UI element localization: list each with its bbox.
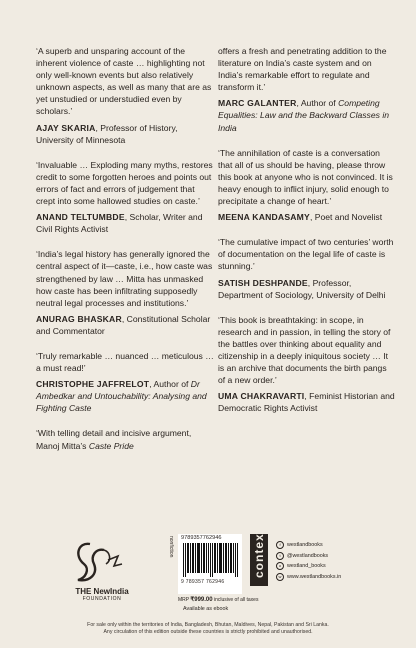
blurb	[218, 45, 396, 134]
blurb-quote-start: ‘With telling detail and incisive argument, Manoj Mitta’s	[36, 428, 192, 451]
blurb-attribution	[218, 211, 396, 223]
price-label: MRP	[178, 597, 190, 603]
social-link[interactable]	[276, 540, 341, 551]
publisher-mark: context	[252, 528, 266, 578]
blurb-quote: ‘India’s legal history has generally ignored the central aspect of it—caste, i.e., how caste was strengthened by law … Mitta has unmasked how caste has been infiltrating supposedly neutral legal processes and institutions.’	[36, 249, 213, 308]
barcode	[178, 534, 242, 594]
price-value: ₹999.00	[190, 597, 213, 603]
territorial-sale-notice	[0, 622, 416, 636]
blurb-credentials: , Constitutional Scholar and Commentator	[36, 313, 211, 336]
blurb	[218, 314, 396, 415]
blurb-quote: ‘The annihilation of caste is a conversation that all of us should be having, please throw this book at anyone who is not convinced. It is heavy enough to inflict injury, solid enough to precipitate a change of heart.’	[218, 147, 393, 207]
isbn-top: 9789357762946	[181, 535, 222, 541]
logo-wordmark: THE NewIndia	[75, 587, 129, 596]
blurb	[218, 147, 396, 224]
blurb-attribution	[36, 378, 214, 414]
right-blurb-column	[218, 45, 396, 427]
blurb-credentials: , Poet and Novelist	[309, 212, 383, 223]
blurb-book-title: Dr Ambedkar and Untouchability: Analysing and Fighting Caste	[36, 379, 207, 414]
social-handle: westlandbooks	[287, 542, 323, 548]
blurb	[36, 350, 214, 414]
blurb	[36, 427, 214, 451]
blurb-attribution	[36, 211, 214, 235]
blurb	[36, 159, 214, 236]
left-blurb-column	[36, 45, 214, 456]
blurb-attribution	[36, 122, 214, 146]
blurb-author: AJAY SKARIA	[36, 122, 96, 133]
blurb-attribution	[218, 97, 396, 133]
blurb-author: UMA CHAKRAVARTI	[218, 391, 305, 402]
blurb-book-title: Caste Pride	[88, 440, 134, 451]
instagram-icon: o	[276, 562, 284, 570]
blurb-quote: ‘The cumulative impact of two centuries’ worth of documentation on the legal life of caste is stunning.’	[218, 237, 394, 272]
blurb-credentials: , Professor of History, University of Minnesota	[36, 122, 178, 145]
price-suffix: inclusive of all taxes	[212, 597, 259, 603]
blurb-credentials: , Professor, Department of Sociology, University of Delhi	[218, 277, 386, 300]
blurb-author: ANURAG BHASKAR	[36, 313, 122, 324]
social-link[interactable]	[276, 572, 341, 583]
blurb-attribution	[36, 313, 214, 337]
blurb-quote: offers a fresh and penetrating addition to the literature on India’s caste system and on India’s remarkable effort to regulate and transform it.’	[218, 46, 387, 93]
blurb-author: ANAND TELTUMBDE	[36, 212, 125, 223]
blurb-quote: ‘Invaluable … Exploding many myths, restores credit to some forgotten heroes and points out errors of fact and errors of judgement that crept into some hallowed studies on caste.’	[36, 159, 213, 207]
blurb-credentials: , Author of	[149, 379, 191, 390]
social-handle: westland_books	[287, 563, 326, 569]
social-link[interactable]	[276, 561, 341, 572]
blurb-quote	[36, 427, 214, 451]
twitter-icon: t	[276, 552, 284, 560]
blurb-author: MARC GALANTER	[218, 98, 297, 109]
blurb-credentials: , Feminist Historian and Democratic Rights Activist	[218, 391, 395, 414]
blurb-book-title: Competing Equalities: Law and the Backward Classes in India	[218, 98, 390, 133]
social-handle: @westlandbooks	[287, 552, 329, 559]
facebook-icon: f	[276, 541, 284, 549]
category-label: nonfiction	[168, 536, 174, 558]
blurb-quote: ‘Truly remarkable … nuanced … meticulous … a must read!’	[36, 350, 214, 374]
price	[178, 596, 258, 603]
ebook-availability: Available as ebook	[183, 606, 229, 612]
blurb-quote: ‘A superb and unsparing account of the inherent violence of caste … highlighting not only well-known events but also relatively unknown aspects, as well as many that are as yet unstudied or understudied even by scholars.’	[36, 46, 212, 117]
blurb	[218, 236, 396, 300]
blurb-author: SATISH DESHPANDE	[218, 277, 308, 288]
context-publisher-logo	[250, 528, 268, 586]
notice-line: For sale only within the territories of India, Bangladesh, Bhutan, Maldives, Nepal, Pakistan and Sri Lanka.	[87, 622, 329, 628]
blurb-author: MEENA KANDASAMY	[218, 212, 310, 223]
blurb-attribution	[218, 277, 396, 301]
publisher-social-links	[276, 540, 341, 582]
barcode-bars-icon	[183, 543, 239, 577]
logo-subtitle: FOUNDATION	[82, 596, 122, 602]
blurb-author: CHRISTOPHE JAFFRELOT	[36, 379, 150, 390]
globe-icon: w	[276, 573, 284, 581]
blurb-credentials: , Author of	[296, 98, 339, 109]
social-link[interactable]	[276, 551, 341, 562]
blurb	[36, 45, 214, 146]
blurb-credentials: , Scholar, Writer and Civil Rights Activist	[36, 212, 203, 235]
blurb-quote: ‘This book is breathtaking: in scope, in research and in passion, in telling the story of the battles over thinking about equality and citizenship in a deeply iniquitous society … It is an archive that documents the birth pangs of a new order.’	[218, 314, 391, 386]
notice-line: Any circulation of this edition outside these countries is strictly prohibited and unauthorised.	[103, 629, 313, 635]
isbn-bottom: 9 789357 762946	[181, 579, 225, 585]
social-handle: www.westlandbooks.in	[287, 573, 342, 580]
blurb-attribution	[218, 390, 396, 414]
blurb	[36, 248, 214, 337]
